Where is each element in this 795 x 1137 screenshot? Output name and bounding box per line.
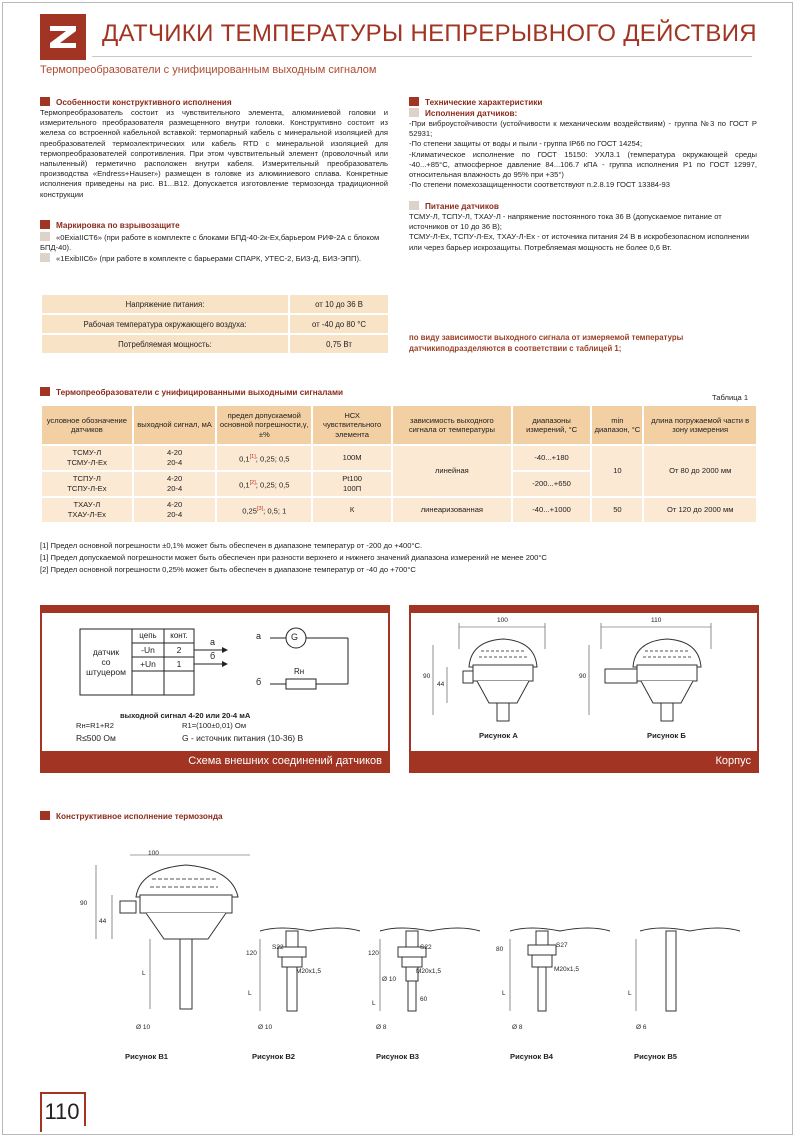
cell-dependency: линейная (392, 445, 512, 497)
column-header: предел допускаемой основной погрешности,γ, ±% (216, 405, 312, 445)
circuit-plus: +Un (140, 659, 156, 669)
dimension-label: 90 (80, 900, 88, 907)
sensor-label: датчик со штуцером (86, 647, 126, 677)
marking-item-2: «1ExibIIC6» (при работе в комплекте с барьерами СПАРК, УТЕС-2, БИЗ-Д, БИЗ-ЭПП). (56, 254, 362, 264)
dimension-label: L (142, 970, 146, 977)
table-caption: Таблица 1 (712, 393, 749, 402)
design-text: Термопреобразователь состоит из чувствительного элемента, алюминиевой головки и измерительного преобразователя размещенного внутри головки. Конструктивно состоит из железа со встроенной кабельной вставкой: термопарный кабель с минеральной изоляцией для преобразователей термоэлектрических или кабель RTD с минеральной изоляцией для термопреобразователей сопротивления. При этом чувствительный элемент (проволочный или напыленный) герметично расположен внутри кабеля. Измерительный преобразователь производства «Endress+Hauser») размещен в головке из алюминиевого сплава. Конкретные исполнения приведены на рис. В1...В12. Допускается изготовление термозонда традиционной конструкции (40, 108, 388, 199)
cell-nsx: Pt100 100П (312, 471, 392, 497)
page-title: ДАТЧИКИ ТЕМПЕРАТУРЫ НЕПРЕРЫВНОГО ДЕЙСТВИЯ (102, 20, 757, 47)
cell-min-range: 10 (591, 445, 643, 497)
contact-1: 1 (176, 659, 182, 669)
cell-signal: 4-20 20-4 (133, 497, 217, 523)
page-number: 110 (40, 1092, 86, 1126)
marking-list (40, 232, 390, 265)
scheme-caption: выходной сигнал 4-20 или 20-4 мА (120, 711, 251, 720)
dependency-note: по виду зависимости выходного сигнала от измеряемой температуры датчикиподразделяются в соответствии с таблицей 1; (409, 333, 684, 353)
column-label-circuit: цепь (139, 631, 157, 640)
circuit-minus: -Un (141, 645, 155, 655)
dimension-label: 60 (420, 996, 428, 1003)
figure-label-b2: Рисунок В2 (252, 1052, 296, 1061)
tech-subheading (409, 108, 517, 118)
bullet-icon (40, 253, 50, 262)
column-header: min диапазон, °С (591, 405, 643, 445)
param-value: 0,75 Вт (289, 334, 389, 354)
dimension-label: M20x1,5 (416, 968, 441, 975)
connection-scheme-panel (40, 605, 390, 773)
dimension-label: 44 (99, 918, 107, 925)
dimension-label: Ø 6 (636, 1024, 647, 1031)
dimension-label: 120 (246, 950, 257, 957)
housing-title-bar: Корпус (411, 751, 757, 771)
tech-line: -По степени помехозащищенности соответствуют п.2.8.19 ГОСТ 13384-93 (409, 180, 671, 190)
sensors-table (40, 404, 758, 524)
error-values: ; 0,25; 0,5 (255, 454, 290, 464)
marking-item (40, 253, 390, 264)
cell-name: ТХАУ-Л ТХАУ-Л-Ех (41, 497, 133, 523)
dimension-label: 120 (368, 950, 379, 957)
brand-logo (40, 14, 86, 60)
table-header-row (41, 405, 757, 445)
dimension-label: Ø 8 (512, 1024, 523, 1031)
section-heading-probe (40, 811, 223, 821)
dimension-label: L (502, 990, 506, 997)
source-g-label: G (291, 632, 299, 642)
tech-line: -При виброустойчивости (устойчивости к механическим воздействиям) - группа №3 по ГОСТ Р 52931; (409, 119, 757, 139)
table-row (41, 314, 389, 334)
table-row (41, 445, 757, 471)
formula: R1=(100±0,01) Ом (182, 721, 247, 730)
cell-error (216, 471, 312, 497)
table-heading-text: Термопреобразователи с унифицированными выходными сигналами (56, 388, 344, 397)
cell-range: -40...+1000 (512, 497, 592, 523)
bullet-icon (409, 201, 419, 210)
cell-signal: 4-20 20-4 (133, 471, 217, 497)
tech-lines (409, 119, 757, 190)
housing-panel (409, 605, 759, 773)
footnotes (40, 540, 547, 576)
footnote-mark: [3] (257, 505, 264, 512)
design-heading-text: Особенности конструктивного исполнения (56, 98, 232, 107)
dimension-label: Ø 10 (258, 1024, 273, 1031)
marking-item-1: «0ExiaIICT6» (при работе в комплекте с блоками БПД-40-2к-Ех,барьером РИФ-2А с блоком БПД-40). (40, 233, 380, 253)
bullet-icon (40, 232, 50, 241)
footnote: [1] Предел основной погрешности ±0,1% может быть обеспечен в диапазоне температур от -200 до +400°С. (40, 541, 423, 550)
power-heading-text: Питание датчиков (425, 202, 499, 211)
scheme-title-bar: Схема внешних соединений датчиков (42, 751, 388, 771)
dimension-label: 90 (579, 673, 587, 680)
terminal-b-label: б (210, 651, 216, 661)
dimension-label: L (372, 1000, 376, 1007)
cell-error (216, 497, 312, 523)
footnote-mark: [2] (249, 479, 256, 486)
dimension-label: 100 (497, 617, 508, 624)
bullet-icon (409, 108, 419, 117)
dimension-label: S22 (420, 944, 432, 951)
housing-drawing (411, 607, 757, 753)
dimension-label: M20x1,5 (554, 966, 579, 973)
tech-line: -По степени защиты от воды и пыли - группа IP66 по ГОСТ 14254; (409, 139, 643, 149)
column-header: диапазоны измерений, °С (512, 405, 592, 445)
header-divider (92, 56, 752, 57)
marking-heading-text: Маркировка по взрывозащите (56, 221, 180, 230)
section-heading-design (40, 97, 232, 107)
dimension-label: L (628, 990, 632, 997)
dimension-label: Ø 8 (376, 1024, 387, 1031)
figure-label-b3: Рисунок В3 (376, 1052, 420, 1061)
footnote-mark: [1] (249, 453, 256, 460)
dimension-label: Ø 10 (136, 1024, 151, 1031)
error-value: 0,1 (239, 480, 250, 490)
table-row (41, 497, 757, 523)
column-header: условное обозначение датчиков (41, 405, 133, 445)
column-label-contact: конт. (170, 631, 188, 640)
footnote: [2] Предел основной погрешности 0,25% может быть обеспечен в диапазоне температур от -40 до +700°С (40, 565, 416, 574)
table-row (41, 294, 389, 314)
dimension-label: L (248, 990, 252, 997)
formula: R≤500 Ом (76, 733, 116, 743)
figure-label-b1: Рисунок В1 (125, 1052, 169, 1061)
parameters-table (40, 293, 390, 355)
footnote: [1] Предел допускаемой погрешности может быть обеспечен при разности верхнего и нижнего значений диапазона измерений не менее 200°С (40, 553, 547, 562)
loop-b-label: б (256, 677, 262, 687)
dimension-label: 110 (651, 617, 662, 624)
tech-line: -Климатическое исполнение по ГОСТ 15150: УХЛ3.1 (температура окружающей среды -40...+85°С, атмосферное давление 84...106.7 кПА - группа исполнения Р1 по ГОСТ 12997, относительная влажность до 95% при +35°) (409, 149, 757, 180)
figure-label-b: Рисунок Б (647, 731, 686, 740)
figure-label-b4: Рисунок В4 (510, 1052, 554, 1061)
load-resistor-label: Rн (294, 667, 305, 676)
dimension-label: M20x1,5 (296, 968, 321, 975)
dimension-label: 80 (496, 946, 504, 953)
cell-nsx: 100М (312, 445, 392, 471)
bullet-icon (40, 97, 50, 106)
param-value: от 10 до 36 В (289, 294, 389, 314)
loop-a-label: а (256, 631, 262, 641)
marking-item (40, 232, 390, 253)
error-values: ; 0,25; 0,5 (255, 480, 290, 490)
error-value: 0,25 (242, 506, 257, 516)
param-value: от -40 до 80 °С (289, 314, 389, 334)
error-values: ; 0,5; 1 (263, 506, 287, 516)
cell-signal: 4-20 20-4 (133, 445, 217, 471)
bullet-icon (40, 811, 50, 820)
section-heading-tech (409, 97, 542, 107)
probe-drawings (60, 835, 760, 1045)
probe-heading-text: Конструктивное исполнение термозонда (56, 812, 223, 821)
terminal-a-label: а (210, 637, 216, 647)
bullet-icon (40, 220, 50, 229)
column-header: выходной сигнал, мА (133, 405, 217, 445)
cell-range: -40...+180 (512, 445, 592, 471)
tech-heading-text: Технические характеристики (425, 98, 543, 107)
table-row (41, 334, 389, 354)
column-header: зависимость выходного сигнала от температуры (392, 405, 512, 445)
tech-sub-text: Исполнения датчиков: (425, 109, 518, 118)
cell-length: От 120 до 2000 мм (643, 497, 757, 523)
section-heading-power (409, 201, 499, 211)
bullet-icon (409, 97, 419, 106)
cell-length: От 80 до 2000 мм (643, 445, 757, 497)
param-label: Рабочая температура окружающего воздуха: (41, 314, 289, 334)
cell-dependency: линеаризованная (392, 497, 512, 523)
dimension-label: 90 (423, 673, 431, 680)
cell-error (216, 445, 312, 471)
formula: Rн=R1+R2 (76, 721, 114, 730)
column-header: длина погружаемой части в зону измерения (643, 405, 757, 445)
cell-name: ТСПУ-Л ТСПУ-Л-Ех (41, 471, 133, 497)
param-label: Потребляемая мощность: (41, 334, 289, 354)
dimension-label: 44 (437, 681, 445, 688)
section-heading-marking (40, 220, 180, 230)
dimension-label: Ø 10 (382, 976, 397, 983)
column-header: НСХ чувствительного элемента (312, 405, 392, 445)
param-label: Напряжение питания: (41, 294, 289, 314)
dimension-label: 100 (148, 850, 159, 857)
cell-min-range: 50 (591, 497, 643, 523)
cell-name: ТСМУ-Л ТСМУ-Л-Ех (41, 445, 133, 471)
power-text: ТСМУ-Л, ТСПУ-Л, ТХАУ-Л - напряжение постоянного тока 36 В (допускаемое питание от источников от 10 до 36 В); ТСМУ-Л-Ех, ТСПУ-Л-Ех, ТХАУ-Л-Ех - от источника питания 24 В в искробезопасном исполнении или через барьер искрозащиты. Потребляемая мощность не более 0,6 Вт. (409, 212, 749, 252)
error-value: 0,1 (239, 454, 250, 464)
contact-2: 2 (176, 645, 182, 655)
dimension-label: S22 (272, 944, 284, 951)
figure-label-a: Рисунок А (479, 731, 518, 740)
page-subtitle: Термопреобразователи с унифицированным выходным сигналом (40, 64, 377, 76)
cell-range: -200...+650 (512, 471, 592, 497)
figure-label-b5: Рисунок В5 (634, 1052, 678, 1061)
dimension-label: S27 (556, 942, 568, 949)
formula: G - источник питания (10-36) В (182, 733, 304, 743)
cell-nsx: К (312, 497, 392, 523)
section-heading-table (40, 387, 343, 397)
bullet-icon (40, 387, 50, 396)
